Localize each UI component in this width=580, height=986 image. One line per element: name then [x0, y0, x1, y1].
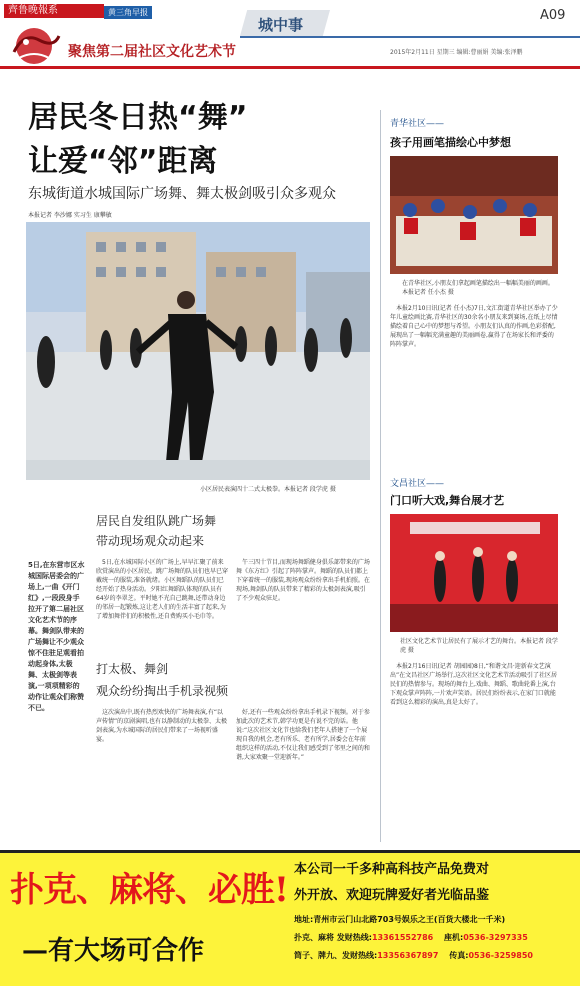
ad-row1-phone: 13361552786 [371, 933, 434, 942]
ad-headline: 扑克、麻将、必胜! [10, 870, 288, 910]
ad-row2-phone2: 0536-3259850 [468, 951, 533, 960]
side-story-1-caption: 在青华社区,小朋友们拿起画笔描绘出一幅幅美丽的画画。本报记者 任小杰 摄 [402, 280, 554, 296]
ad-address: 地址:青州市云门山北路703号娱乐之王(百货大楼北一千米) [294, 915, 506, 924]
subheadline: 东城街道水城国际广场舞、舞太极剑吸引众多观众 [28, 186, 336, 202]
side-story-2-label: 文昌社区—— [390, 479, 445, 489]
ad-row1-label: 扑克、麻将 发财热线: [294, 933, 372, 942]
section-title: 城中事 [258, 16, 304, 34]
festival-title: 聚焦第二届社区文化艺术节 [68, 44, 236, 60]
ad-row1-label2: 座机: [444, 933, 464, 942]
ad-contact-row-1 [294, 932, 574, 943]
headline-line-1: 居民冬日热“舞” [28, 100, 248, 135]
side-story-2-caption: 社区文化艺术节让居民有了展示才艺的舞台。本报记者 段学虎 摄 [400, 638, 558, 654]
byline: 本报记者 李沙娜 实习生 康攀敏 [28, 212, 112, 219]
side-story-1-photo [390, 156, 558, 274]
lead-paragraph: 5日,在东营市区水城国际居委会的广场上,一曲《开门红》,一段段身手拉开了第二届社区文化艺术节的序幕。舞剑队带来的广场舞让不少观众惊不住驻足观看拍动起身体,太极舞、太极剑等表演,一项项精彩的动作让观众们称赞不已。 [28, 561, 85, 712]
column-heading-3: 打太极、舞剑 [96, 662, 169, 676]
ad-contact-row-2 [294, 950, 574, 961]
ad-row2-phone: 13356367897 [377, 951, 439, 960]
column-divider [380, 110, 381, 842]
column-text-2: 午三四十节目,而现场舞蹈健身俱乐部带来的广场舞《东方红》引起了阵阵掌声。舞蹈的队员们都上下穿着统一的服装,现场观众纷纷拿出手机拍照。在现场,舞剑队的队员带来了精彩的太极剑表演,吸引了不少观众驻足。 [236, 559, 370, 602]
header-rule [240, 36, 580, 38]
column-text-4: 好,还有一些观众纷纷拿出手机录下视频。对于参加此次的艺术节,韩学功更是有说不完的话。他说:“这次社区文化节也给我们老年人搭建了一个展现自我的机会,老有所乐、老有所学,居委会在年前组织这样的活动,不仅让我们感受到了邻里之间的和谐,大家欢聚一堂迎新年。” [236, 709, 370, 761]
column-heading-4: 观众纷纷掏出手机录视频 [96, 684, 229, 698]
headline-line-2: 让爱“邻”距离 [28, 144, 218, 179]
page-number: A09 [540, 8, 566, 23]
date-line: 2015年2月11日 星期三 编辑:曹丽娟 美编:张泽鹏 [390, 49, 523, 56]
main-photo-caption: 小区居民表演四十二式太极拳。本报记者 段学虎 摄 [200, 486, 336, 493]
side-story-1-label: 青华社区—— [390, 119, 445, 129]
side-story-2-text: 本报2月16日讯(记者 胡园园)8日,“和谐文昌·迎新春文艺演出”在文昌社区广场举行,这次社区文化艺术节活动吸引了社区居民们的热情参与。现场的舞台上,戏曲、舞蹈、歌曲轮番上演,台下观众掌声阵阵,一片欢声笑语。居民们纷纷表示,在家门口就能看到这么精彩的演出,真是太好了。 [390, 663, 558, 706]
ad-line-1: 本公司一千多种高科技产品免费对 [294, 862, 490, 877]
edition-tag: 黄三角早报 [104, 6, 152, 19]
ad-line-2: 外开放、欢迎玩牌爱好者光临品鉴 [294, 888, 490, 903]
dragon-logo-icon [4, 22, 64, 66]
newspaper-logo: 齊鲁晚報系 [4, 4, 104, 18]
main-photo [26, 222, 370, 480]
ad-row2-label2: 传真: [449, 951, 469, 960]
ad-slogan: —有大场可合作 [22, 936, 205, 966]
side-story-2-title: 门口听大戏,舞台展才艺 [390, 494, 505, 507]
side-story-2-photo [390, 514, 558, 632]
ad-row1-phone2: 0536-3297335 [463, 933, 528, 942]
column-text-1: 5日,在水城国际小区的广场上,早早汇聚了前来欣赏演出的小区居民。跳广场舞的队员们也早已穿戴统一的服装,准备就绪。小区舞蹈队的队员们已经开始了热身活动。夕阳红舞蹈队体现的队员有64岁的李翠芝。平时她不光自己跳舞,还带动身边的邻居一起锻炼,这让老人们的生活丰富了起来,为了增加舞伴们的积极性,还自费购买小毛巾等。 [96, 559, 229, 620]
column-heading-2: 带动现场观众动起来 [96, 534, 205, 548]
red-rule [0, 66, 580, 69]
column-text-3: 这次演出中,既有热烈欢快的广场舞表演,有“以声传情”的京剧演唱,也有以静制动的太极拳、太极剑表演,为水城国际的居民们带来了一场视听盛宴。 [96, 709, 228, 743]
side-story-1-text: 本报2月10日讯(记者 任小杰)7日,文汇街道青华社区举办了少年儿童绘画比赛,青华社区的30余名小朋友来到赛场,在纸上尽情描绘着自己心中的梦想与希望。小朋友们认真的作画,色彩搭配,展现出了一幅幅充满童趣的美丽画卷,赢得了在场家长和评委的阵阵掌声。 [390, 305, 558, 348]
ad-row2-label: 筒子、牌九、发财热线: [294, 951, 378, 960]
side-story-1-title: 孩子用画笔描绘心中梦想 [390, 136, 511, 149]
column-heading-1: 居民自发组队跳广场舞 [96, 514, 217, 528]
